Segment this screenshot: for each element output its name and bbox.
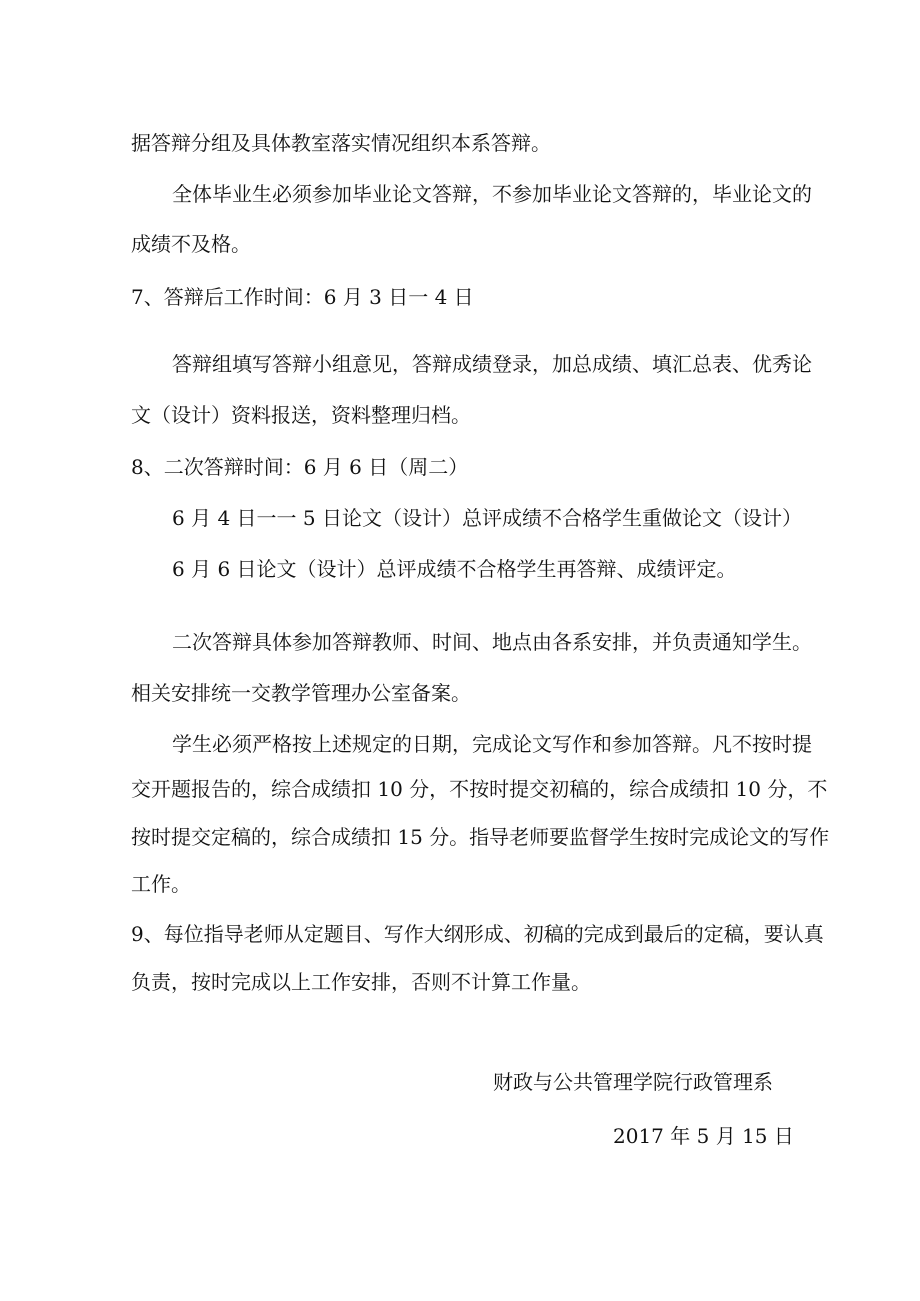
paragraph-line: 6 月 6 日论文（设计）总评成绩不合格学生再答辩、成绩评定。 — [172, 557, 737, 581]
paragraph-line: 答辩组填写答辩小组意见，答辩成绩登录，加总成绩、填汇总表、优秀论 — [172, 352, 812, 376]
paragraph-line: 交开题报告的，综合成绩扣 10 分，不按时提交初稿的，综合成绩扣 10 分，不 — [131, 777, 828, 801]
signature-date: 2017 年 5 月 15 日 — [613, 1124, 794, 1148]
paragraph-line: 据答辩分组及具体教室落实情况组织本系答辩。 — [131, 131, 551, 155]
paragraph-line: 文（设计）资料报送，资料整理归档。 — [131, 403, 471, 427]
section-heading-7: 7、答辩后工作时间：6 月 3 日一 4 日 — [131, 285, 474, 309]
paragraph-line: 工作。 — [131, 872, 191, 896]
paragraph-line: 按时提交定稿的，综合成绩扣 15 分。指导老师要监督学生按时完成论文的写作 — [131, 825, 830, 849]
paragraph-line: 全体毕业生必须参加毕业论文答辩，不参加毕业论文答辩的，毕业论文的 — [172, 182, 812, 206]
paragraph-line: 负责，按时完成以上工作安排，否则不计算工作量。 — [131, 970, 591, 994]
signature-department: 财政与公共管理学院行政管理系 — [493, 1070, 773, 1094]
paragraph-line: 二次答辩具体参加答辩教师、时间、地点由各系安排，并负责通知学生。 — [172, 630, 812, 654]
paragraph-line: 学生必须严格按上述规定的日期，完成论文写作和参加答辩。凡不按时提 — [172, 732, 812, 756]
paragraph-line: 成绩不及格。 — [131, 232, 251, 256]
paragraph-line: 相关安排统一交教学管理办公室备案。 — [131, 681, 471, 705]
section-heading-9: 9、每位指导老师从定题目、写作大纲形成、初稿的完成到最后的定稿，要认真 — [131, 922, 824, 946]
paragraph-line: 6 月 4 日一一 5 日论文（设计）总评成绩不合格学生重做论文（设计） — [172, 506, 802, 530]
section-heading-8: 8、二次答辩时间：6 月 6 日（周二） — [131, 455, 469, 479]
